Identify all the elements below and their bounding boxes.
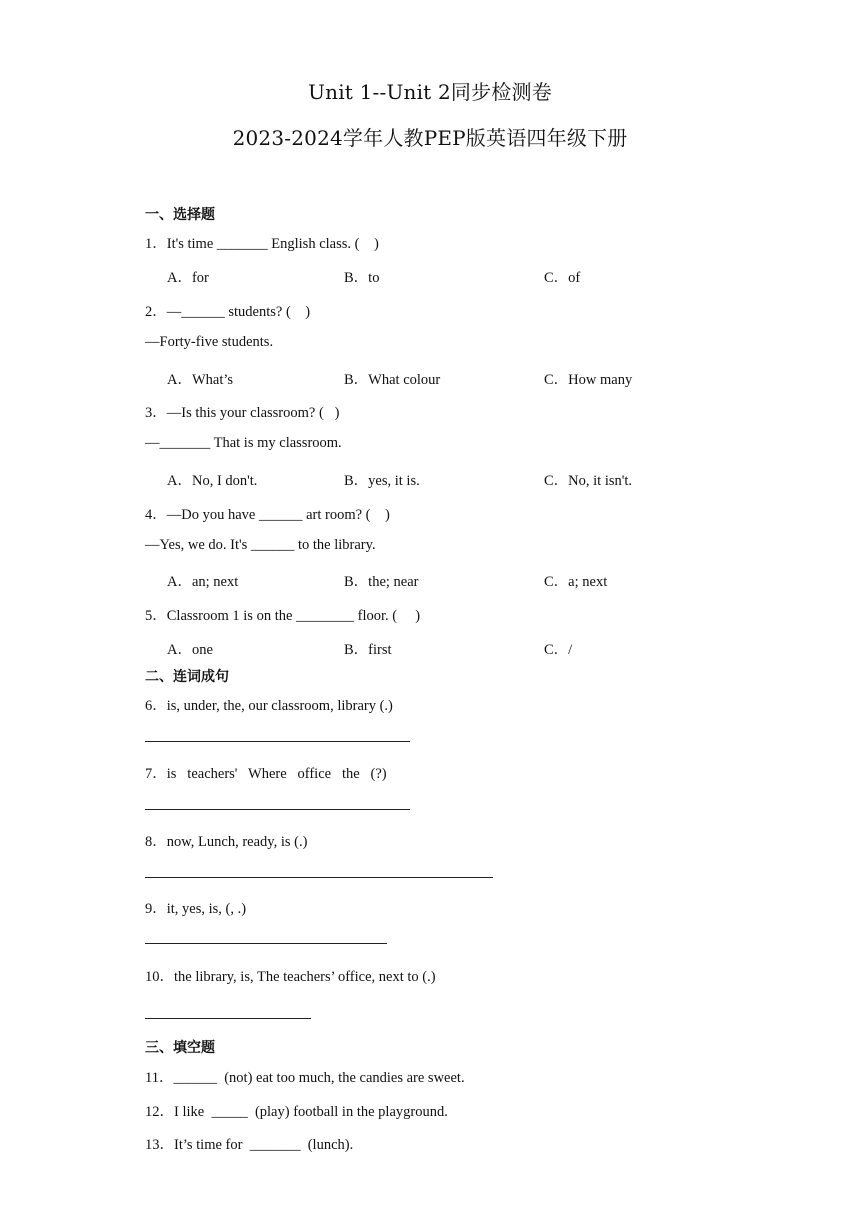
section-heading-sentence: 二、连词成句	[145, 669, 229, 685]
question-5-option-c[interactable]: C．/	[544, 642, 573, 658]
question-2-stem: 2．—______ students? ( )	[145, 304, 311, 320]
question-3-stem: 3．—Is this your classroom? ( )	[145, 405, 340, 421]
question-4-option-c[interactable]: C．a; next	[544, 574, 608, 590]
question-2-option-a[interactable]: A．What’s	[167, 372, 234, 388]
question-8-answer-line[interactable]	[145, 877, 493, 878]
question-9-stem: 9．it, yes, is, (, .)	[145, 901, 247, 917]
question-3-line-2: —_______ That is my classroom.	[145, 435, 342, 451]
question-5-option-b[interactable]: B．first	[344, 642, 392, 658]
question-12-stem: 12．I like _____ (play) football in the playground.	[145, 1104, 448, 1120]
question-10-answer-line[interactable]	[145, 1018, 311, 1019]
question-6-answer-line[interactable]	[145, 741, 410, 742]
question-1-stem: 1．It's time _______ English class. ( )	[145, 236, 379, 252]
question-1-option-a[interactable]: A．for	[167, 270, 209, 286]
question-7-stem: 7．is teachers' Where office the (?)	[145, 766, 387, 782]
question-2-option-c[interactable]: C．How many	[544, 372, 633, 388]
question-9-answer-line[interactable]	[145, 943, 387, 944]
question-3-option-c[interactable]: C．No, it isn't.	[544, 473, 633, 489]
question-7-answer-line[interactable]	[145, 809, 410, 810]
question-1-option-b[interactable]: B．to	[344, 270, 380, 286]
question-8-stem: 8．now, Lunch, ready, is (.)	[145, 834, 308, 850]
question-6-stem: 6．is, under, the, our classroom, library (.)	[145, 698, 393, 714]
section-heading-choice: 一、选择题	[145, 207, 215, 223]
question-4-option-b[interactable]: B．the; near	[344, 574, 419, 590]
question-5-option-a[interactable]: A．one	[167, 642, 213, 658]
question-5-stem: 5．Classroom 1 is on the ________ floor. ( )	[145, 608, 421, 624]
title-line-1: Unit 1--Unit 2同步检测卷	[308, 80, 552, 104]
question-4-option-a[interactable]: A．an; next	[167, 574, 239, 590]
question-2-option-b[interactable]: B．What colour	[344, 372, 441, 388]
question-11-stem: 11．______ (not) eat too much, the candies are sweet.	[145, 1070, 465, 1086]
section-heading-fill: 三、填空题	[145, 1040, 215, 1056]
question-10-stem: 10．the library, is, The teachers’ office, next to (.)	[145, 969, 436, 985]
question-1-option-c[interactable]: C．of	[544, 270, 581, 286]
question-4-stem: 4．—Do you have ______ art room? ( )	[145, 507, 390, 523]
question-4-line-2: —Yes, we do. It's ______ to the library.	[145, 537, 376, 553]
question-13-stem: 13．It’s time for _______ (lunch).	[145, 1137, 354, 1153]
question-2-line-2: —Forty-five students.	[145, 334, 274, 350]
title-line-2: 2023-2024学年人教PEP版英语四年级下册	[232, 126, 628, 150]
question-3-option-a[interactable]: A．No, I don't.	[167, 473, 258, 489]
question-3-option-b[interactable]: B．yes, it is.	[344, 473, 420, 489]
